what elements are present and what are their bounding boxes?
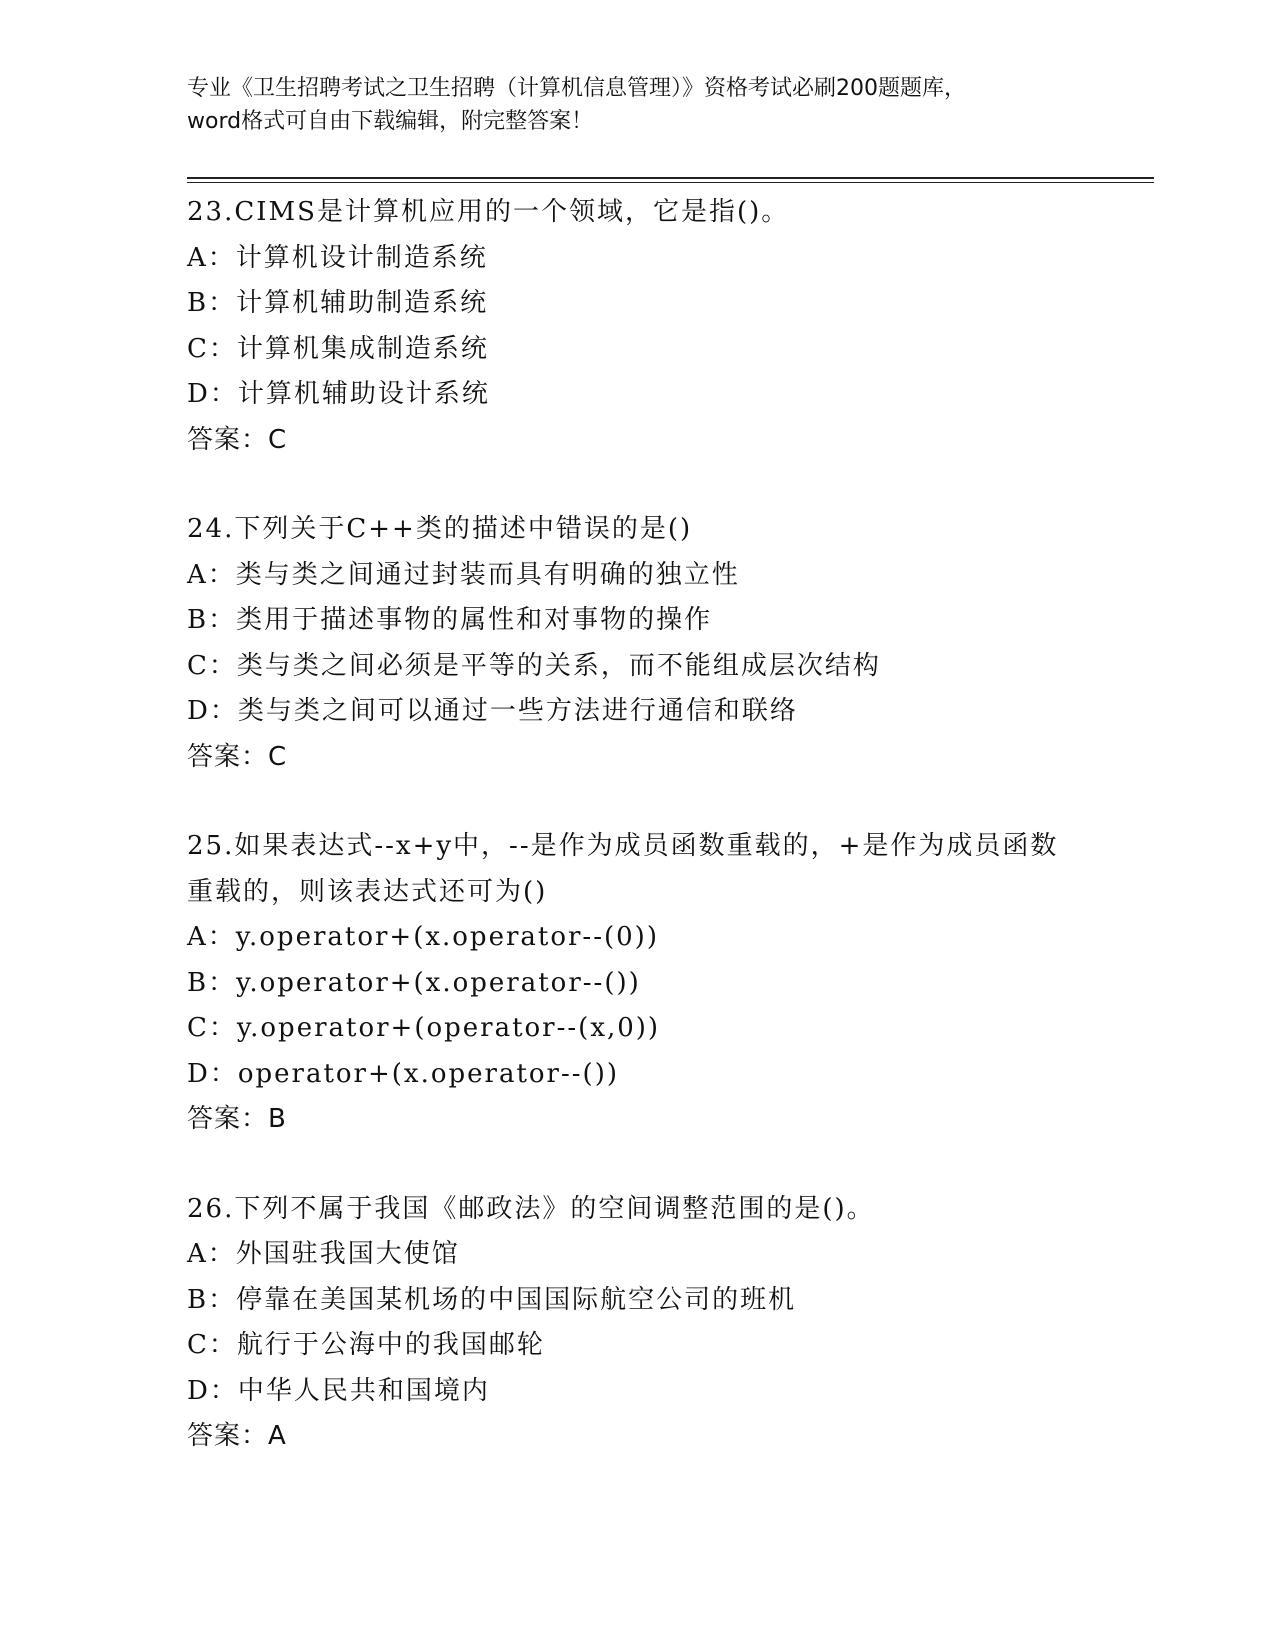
answer: 答案：B — [187, 1104, 287, 1134]
question-list — [187, 190, 1147, 1504]
option-c: C：y.operator+(operator--(x,0)) — [187, 1013, 661, 1043]
header-line-2: word格式可自由下载编辑，附完整答案！ — [187, 109, 594, 134]
option-d: D：类与类之间可以通过一些方法进行通信和联络 — [187, 696, 798, 726]
question-stem: 24.下列关于C++类的描述中错误的是() — [187, 514, 693, 544]
option-b: B：y.operator+(x.operator--()) — [187, 967, 641, 998]
header-line-1: 专业《卫生招聘考试之卫生招聘（计算机信息管理）》资格考试必刷200题题库， — [187, 76, 966, 101]
answer: 答案：C — [187, 424, 288, 455]
header-divider-thick — [187, 177, 1154, 179]
option-a: A：类与类之间通过封装而具有明确的独立性 — [187, 559, 740, 590]
option-d: D：中华人民共和国境内 — [187, 1375, 490, 1406]
question-stem: 26.下列不属于我国《邮政法》的空间调整范围的是()。 — [187, 1193, 875, 1224]
option-d: D：operator+(x.operator--()) — [187, 1058, 619, 1089]
option-a: A：计算机设计制造系统 — [187, 242, 488, 273]
question-stem: 23.CIMS是计算机应用的一个领域，它是指()。 — [187, 197, 790, 227]
option-b: B：停靠在美国某机场的中国国际航空公司的班机 — [187, 1284, 797, 1315]
answer: 答案：C — [187, 741, 288, 772]
question-26 — [187, 1187, 1147, 1460]
option-c: C：航行于公海中的我国邮轮 — [187, 1330, 545, 1360]
option-a: A：y.operator+(x.operator--(0)) — [187, 922, 659, 952]
header-divider-thin — [187, 182, 1154, 183]
question-stem-line-1: 25.如果表达式--x+y中，--是作为成员函数重载的，+是作为成员函数 — [187, 831, 1059, 861]
question-stem-line-2: 重载的，则该表达式还可为() — [187, 876, 548, 907]
question-23 — [187, 190, 1147, 463]
answer: 答案：A — [187, 1421, 287, 1451]
question-24 — [187, 507, 1147, 780]
option-c: C：计算机集成制造系统 — [187, 333, 489, 364]
question-25 — [187, 824, 1147, 1143]
option-c: C：类与类之间必须是平等的关系，而不能组成层次结构 — [187, 650, 881, 681]
option-d: D：计算机辅助设计系统 — [187, 379, 490, 409]
option-b: B：类用于描述事物的属性和对事物的操作 — [187, 605, 713, 635]
option-a: A：外国驻我国大使馆 — [187, 1239, 460, 1269]
document-header — [187, 72, 1087, 138]
option-b: B：计算机辅助制造系统 — [187, 288, 489, 318]
